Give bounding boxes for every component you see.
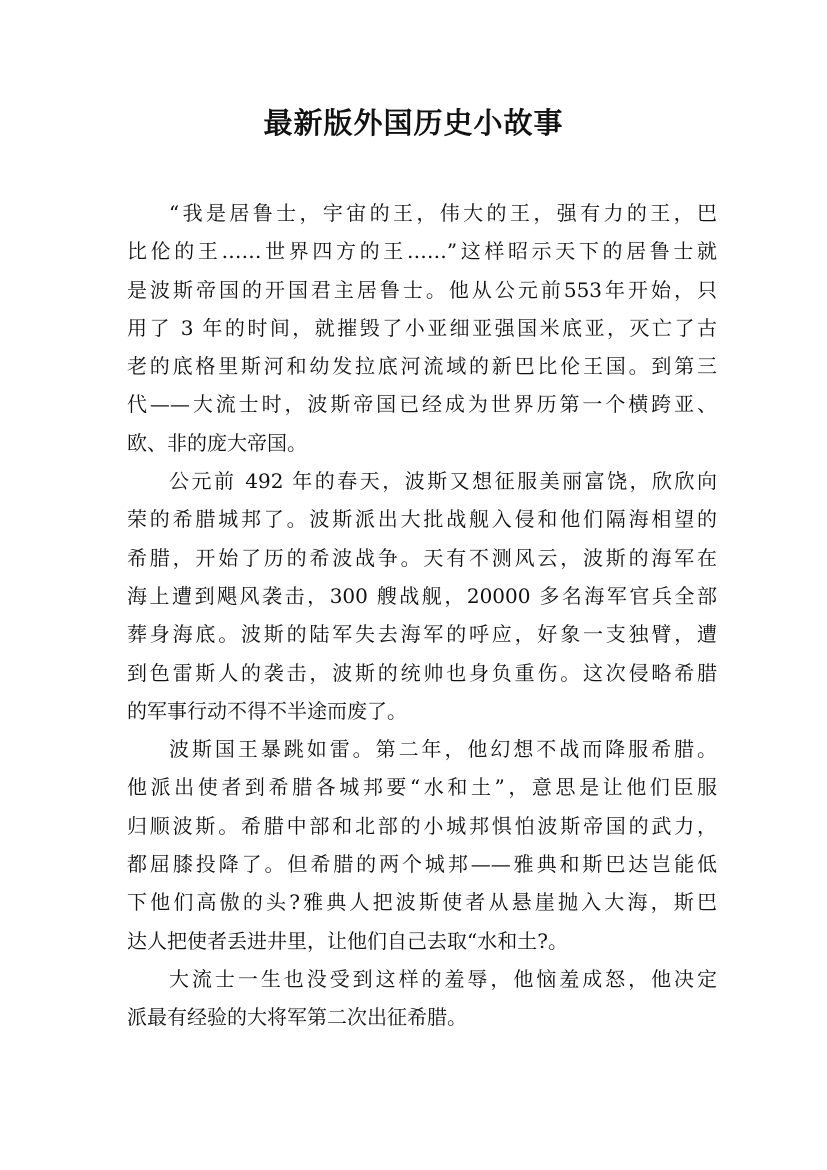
document-title: 最新版外国历史小故事 <box>263 106 564 140</box>
text-line: 到色雷斯人的袭击，波斯的统帅也身负重伤。这次侵略希腊 <box>127 660 717 685</box>
text-line: 是波斯帝国的开国君主居鲁士。他从公元前553年开始，只 <box>127 277 717 302</box>
text-line: 大流士一生也没受到这样的羞辱，他恼羞成怒，他决定 <box>169 966 717 991</box>
text-line: 派最有经验的大将军第二次出征希腊。 <box>127 1005 467 1030</box>
text-line: 荣的希腊城邦了。波斯派出大批战舰入侵和他们隔海相望的 <box>127 507 717 532</box>
text-line: 海上遭到飓风袭击，300 艘战舰，20000 多名海军官兵全部 <box>127 583 717 608</box>
text-line: 比伦的王……世界四方的王……”这样昭示天下的居鲁士就 <box>127 239 717 264</box>
text-line: 归顺波斯。希腊中部和北部的小城邦惧怕波斯帝国的武力， <box>127 813 717 838</box>
text-line: 都屈膝投降了。但希腊的两个城邦——雅典和斯巴达岂能低 <box>127 852 717 877</box>
text-line: 欧、非的庞大帝国。 <box>127 430 307 455</box>
text-line: 代——大流士时，波斯帝国已经成为世界历第一个横跨亚、 <box>127 392 717 417</box>
text-line: 的军事行动不得不半途而废了。 <box>127 698 407 723</box>
text-line: 希腊，开始了历的希波战争。天有不测风云，波斯的海军在 <box>127 545 717 570</box>
text-line: 老的底格里斯河和幼发拉底河流域的新巴比伦王国。到第三 <box>127 354 717 379</box>
text-line: 波斯国王暴跳如雷。第二年，他幻想不战而降服希腊。 <box>169 737 717 762</box>
text-line: 下他们高傲的头?雅典人把波斯使者从悬崖抛入大海，斯巴 <box>127 890 717 915</box>
document-body <box>127 194 717 1037</box>
text-line: “我是居鲁士，宇宙的王，伟大的王，强有力的王，巴 <box>169 201 717 225</box>
text-line: 用了 3 年的时间，就摧毁了小亚细亚强国米底亚，灭亡了古 <box>127 315 717 340</box>
text-line: 公元前 492 年的春天，波斯又想征服美丽富饶，欣欣向 <box>169 469 717 494</box>
text-line: 达人把使者丢进井里，让他们自己去取“水和土?。 <box>127 928 568 953</box>
text-line: 他派出使者到希腊各城邦要“水和土”，意思是让他们臣服 <box>127 775 717 800</box>
text-line: 葬身海底。波斯的陆军失去海军的呼应，好象一支独臂，遭 <box>127 622 717 647</box>
